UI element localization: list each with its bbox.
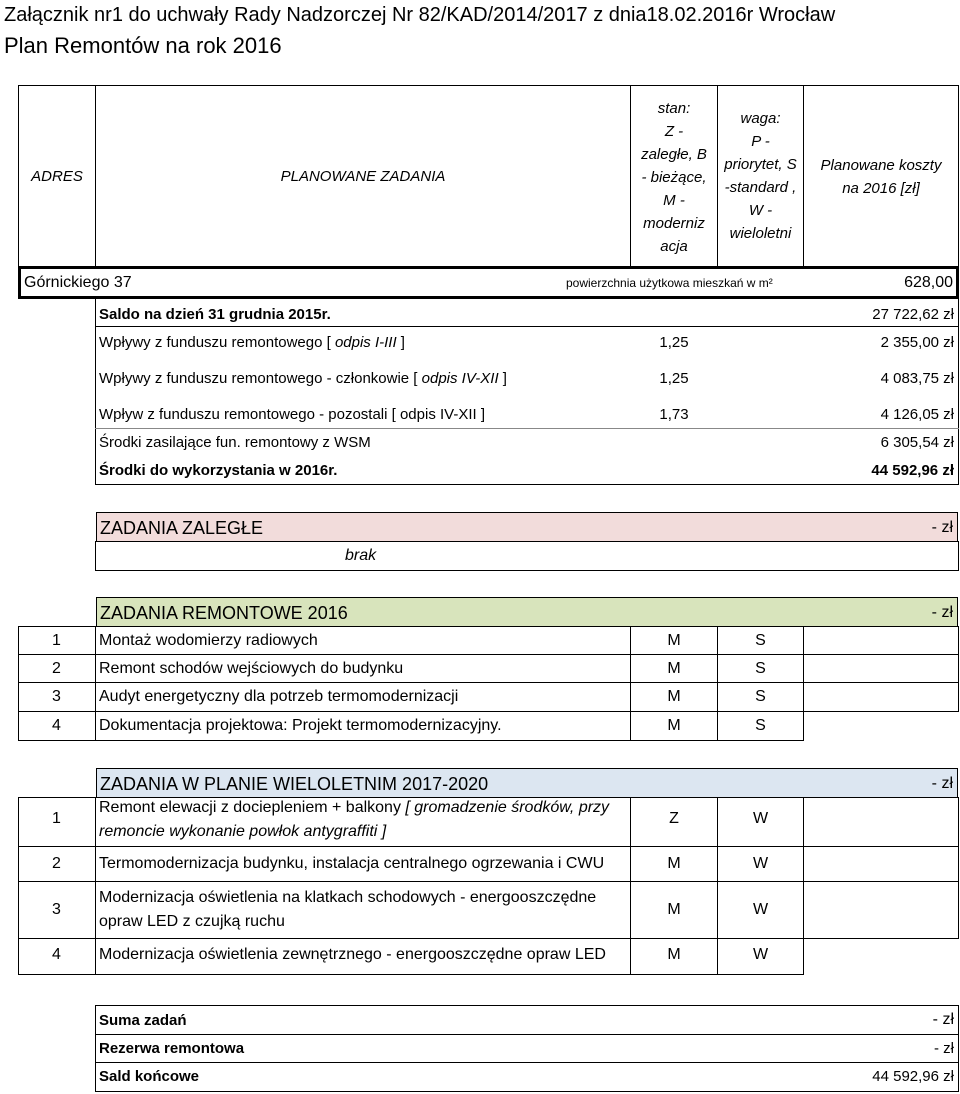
finance-rate-wplyw-3: 1,73 <box>659 406 689 423</box>
section-remontowe-header <box>96 597 958 627</box>
row-number: 2 <box>52 855 61 872</box>
finance-label-wplywy-1: Wpływy z funduszu remontowego [ odpis I-III ] <box>99 334 405 351</box>
task-stan: M <box>667 901 681 918</box>
task-name-line1: Modernizacja oświetlenia na klatkach schodowych - energooszczędne <box>99 889 597 906</box>
column-header-stan: stan: Z - zaległe, B - bieżące, M - moderniz acja <box>641 100 707 255</box>
finance-rate-wplywy-1: 1,25 <box>659 334 689 351</box>
task-waga: S <box>755 632 766 649</box>
task-stan: M <box>667 660 681 677</box>
finance-label-saldo: Saldo na dzień 31 grudnia 2015r. <box>99 306 331 323</box>
finance-label-wplyw-3: Wpływ z funduszu remontowego - pozostali [ odpis IV-XII ] <box>99 406 486 423</box>
summary-amount-rezerwa: - zł <box>934 1040 954 1057</box>
task-name: Remont schodów wejściowych do budynku <box>99 660 404 677</box>
row-number: 1 <box>52 810 61 827</box>
task-waga: S <box>755 717 766 734</box>
task-waga: W <box>752 901 769 918</box>
task-name: Montaż wodomierzy radiowych <box>99 632 318 649</box>
row-number: 4 <box>52 717 61 734</box>
column-header-zadania: PLANOWANE ZADANIA <box>280 168 446 185</box>
finance-amount-srodki-wsm: 6 305,54 zł <box>880 434 954 451</box>
task-stan: M <box>667 688 681 705</box>
task-name-line1: Remont elewacji z dociepleniem + balkony [ gromadzenie środków, przy <box>99 799 610 816</box>
summary-label-suma: Suma zadań <box>99 1012 187 1029</box>
finance-amount-saldo: 27 722,62 zł <box>872 306 954 323</box>
page-title: Plan Remontów na rok 2016 <box>4 33 282 58</box>
summary-label-saldo: Sald końcowe <box>99 1068 200 1085</box>
task-waga: W <box>752 810 769 827</box>
column-header-koszty: Planowane koszty na 2016 [zł] <box>820 157 942 197</box>
section-zalegle-header <box>96 512 958 542</box>
task-name: Modernizacja oświetlenia zewnętrznego - energooszczędne opraw LED <box>99 946 606 963</box>
task-waga: W <box>752 946 769 963</box>
task-stan: M <box>667 632 681 649</box>
summary-amount-saldo: 44 592,96 zł <box>872 1068 954 1085</box>
row-number: 3 <box>52 901 61 918</box>
section-zalegle-title: ZADANIA ZALEGŁE <box>100 518 264 538</box>
task-stan: M <box>667 946 681 963</box>
task-name-line2: remoncie wykonanie powłok antygraffiti ] <box>99 823 387 840</box>
task-waga: S <box>755 688 766 705</box>
section-wieloletni-amount: - zł <box>931 775 953 792</box>
row-number: 3 <box>52 688 61 705</box>
section-remontowe-amount: - zł <box>931 604 953 621</box>
task-name-line2: opraw LED z czujką ruchu <box>99 913 285 930</box>
row-number: 1 <box>52 632 61 649</box>
column-header-waga: waga: P - priorytet, S -standard , W - wieloletni <box>724 110 797 242</box>
zalegle-note: brak <box>345 547 377 564</box>
task-stan: Z <box>669 810 679 827</box>
task-stan: M <box>667 717 681 734</box>
finance-amount-srodki-2016: 44 592,96 zł <box>871 462 954 479</box>
section-remontowe-title: ZADANIA REMONTOWE 2016 <box>100 603 348 623</box>
summary-amount-suma: - zł <box>932 1011 954 1028</box>
task-stan: M <box>667 855 681 872</box>
finance-amount-wplywy-2: 4 083,75 zł <box>880 370 954 387</box>
task-name: Audyt energetyczny dla potrzeb termomodernizacji <box>99 688 459 705</box>
task-waga: S <box>755 660 766 677</box>
finance-amount-wplyw-3: 4 126,05 zł <box>880 406 954 423</box>
building-address: Górnickiego 37 <box>24 274 132 291</box>
finance-amount-wplywy-1: 2 355,00 zł <box>880 334 954 351</box>
document-header-line: Załącznik nr1 do uchwały Rady Nadzorczej Nr 82/KAD/2014/2017 z dnia18.02.2016r Wrocław <box>4 4 836 26</box>
task-name: Dokumentacja projektowa: Projekt termomodernizacyjny. <box>99 717 502 734</box>
summary-label-rezerwa: Rezerwa remontowa <box>99 1040 245 1057</box>
row-number: 2 <box>52 660 61 677</box>
finance-label-srodki-2016: Środki do wykorzystania w 2016r. <box>99 462 338 479</box>
row-number: 4 <box>52 946 61 963</box>
section-zalegle-amount: - zł <box>931 519 953 536</box>
section-wieloletni-header <box>96 768 958 798</box>
section-wieloletni-title: ZADANIA W PLANIE WIELOLETNIM 2017-2020 <box>100 774 489 794</box>
area-label: powierzchnia użytkowa mieszkań w m² <box>566 276 773 290</box>
task-name: Termomodernizacja budynku, instalacja centralnego ogrzewania i CWU <box>99 855 605 872</box>
column-header-adres: ADRES <box>31 168 83 185</box>
finance-rate-wplywy-2: 1,25 <box>659 370 689 387</box>
finance-label-wplywy-2: Wpływy z funduszu remontowego - członkowie [ odpis IV-XII ] <box>99 370 507 387</box>
finance-label-srodki-wsm: Środki zasilające fun. remontowy z WSM <box>99 434 371 451</box>
task-waga: W <box>752 855 769 872</box>
area-value: 628,00 <box>904 274 953 291</box>
